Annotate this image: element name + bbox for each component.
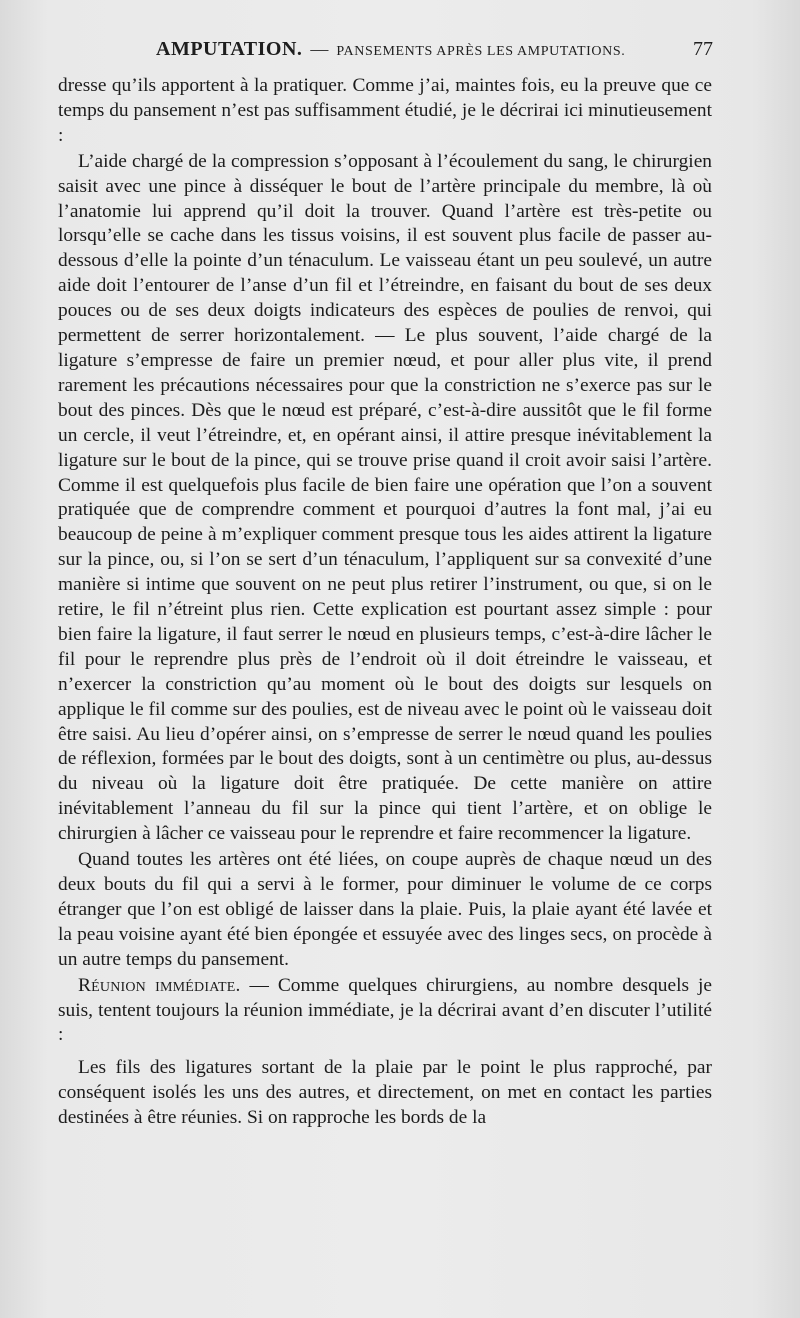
body-text <box>58 74 712 1131</box>
paragraph-5: Les fils des ligatures sortant de la plaie par le point le plus rapproché, par conséquent isolés les uns des autres, et directement, on met en contact les parties destinées à être réunies. Si on rapproche les bords de la <box>58 1057 712 1129</box>
paragraph-4 <box>58 974 712 1049</box>
page-number: 77 <box>693 38 713 60</box>
paragraph-2: L’aide chargé de la compression s’opposant à l’écoulement du sang, le chirurgien saisit avec une pince à disséquer le bout de l’artère principale du membre, là où l’anatomie lui apprend qu’il doit la trouver. Quand l’artère est très-petite ou lorsqu’elle se cache dans les tissus voisins, il est souvent plus facile de passer au-dessous d’elle la pointe d’un ténaculum. Le vaisseau étant un peu soulevé, un autre aide doit l’entourer de l’anse d’un fil et l’étreindre, en faisant du bout de ses deux pouces ou de ses deux doigts indicateurs des espèces de poulies de renvoi, qui permettent de serrer horizontalement. — Le plus souvent, l’aide chargé de la ligature s’empresse de faire un premier nœud, et pour aller plus vite, il prend rarement les précautions nécessaires pour que la constriction ne s’exerce pas sur le bout des pinces. Dès que le nœud est préparé, c’est-à-dire aussitôt que le fil forme un cercle, il veut l’étreindre, et, en opérant ainsi, il attire presque inévitablement la ligature sur le bout de la pince, qui se trouve prise quand il croit avoir saisi l’artère. Comme il est quelquefois plus facile de bien faire une opération que l’on a souvent pratiquée que de comprendre comment et pourquoi d’autres la font mal, j’ai eu beaucoup de peine à m’expliquer comment presque tous les aides attirent la ligature sur la pince, ou, si l’on se sert d’un ténaculum, l’appliquent sur sa convexité d’une manière si intime que souvent on ne peut plus retirer l’instrument, ou que, si on le retire, le fil n’étreint plus rien. Cette explication est pourtant assez simple : pour bien faire la ligature, il faut serrer le nœud en plusieurs temps, c’est-à-dire lâcher le fil pour le reprendre plus près de l’endroit où il doit étreindre le vaisseau, et n’exercer la constriction qu’au moment où le bout des doigts sur lesquels on applique le fil comme sur des poulies, est de niveau avec le point où le vaisseau doit être saisi. Au lieu d’opérer ainsi, on s’empresse de serrer le nœud quand les poulies de réflexion, formées par le bout des doigts, sont à un centimètre ou plus, au-dessus du niveau où la ligature doit être pratiquée. De cette manière on attire inévitablement l’anneau du fil sur la pince qui tient l’artère, et on oblige le chirurgien à lâcher ce vaisseau pour le reprendre et faire recommencer la ligature. <box>58 150 712 845</box>
running-title: AMPUTATION. <box>156 38 303 60</box>
running-header <box>58 38 713 68</box>
paragraph-1: dresse qu’ils apportent à la pratiquer. Comme j’ai, maintes fois, eu la preuve que ce temps du pansement n’est pas suffisamment étudié, je le décrirai ici minutieusement : <box>58 75 712 146</box>
section-heading-dash: — <box>240 974 278 996</box>
paragraph-gap <box>58 1048 712 1056</box>
paragraph-4-text: Comme quelques chirurgiens, au nombre desquels je suis, tentent toujours la réunion immédiate, je la décrirai avant d’en discuter l’utilité : <box>58 974 712 1046</box>
paragraph-3: Quand toutes les artères ont été liées, on coupe auprès de chaque nœud un des deux bouts du fil qui a servi à le former, pour diminuer le volume de ce corps étranger que l’on est obligé de laisser dans la plaie. Puis, la plaie ayant été lavée et la peau voisine ayant été bien épongée et essuyée avec des linges secs, on procède à un autre temps du pansement. <box>58 849 712 970</box>
header-dash: — <box>310 39 329 59</box>
running-subtitle: PANSEMENTS APRÈS LES AMPUTATIONS. <box>336 44 626 59</box>
section-heading: Réunion immédiate. <box>78 974 241 996</box>
